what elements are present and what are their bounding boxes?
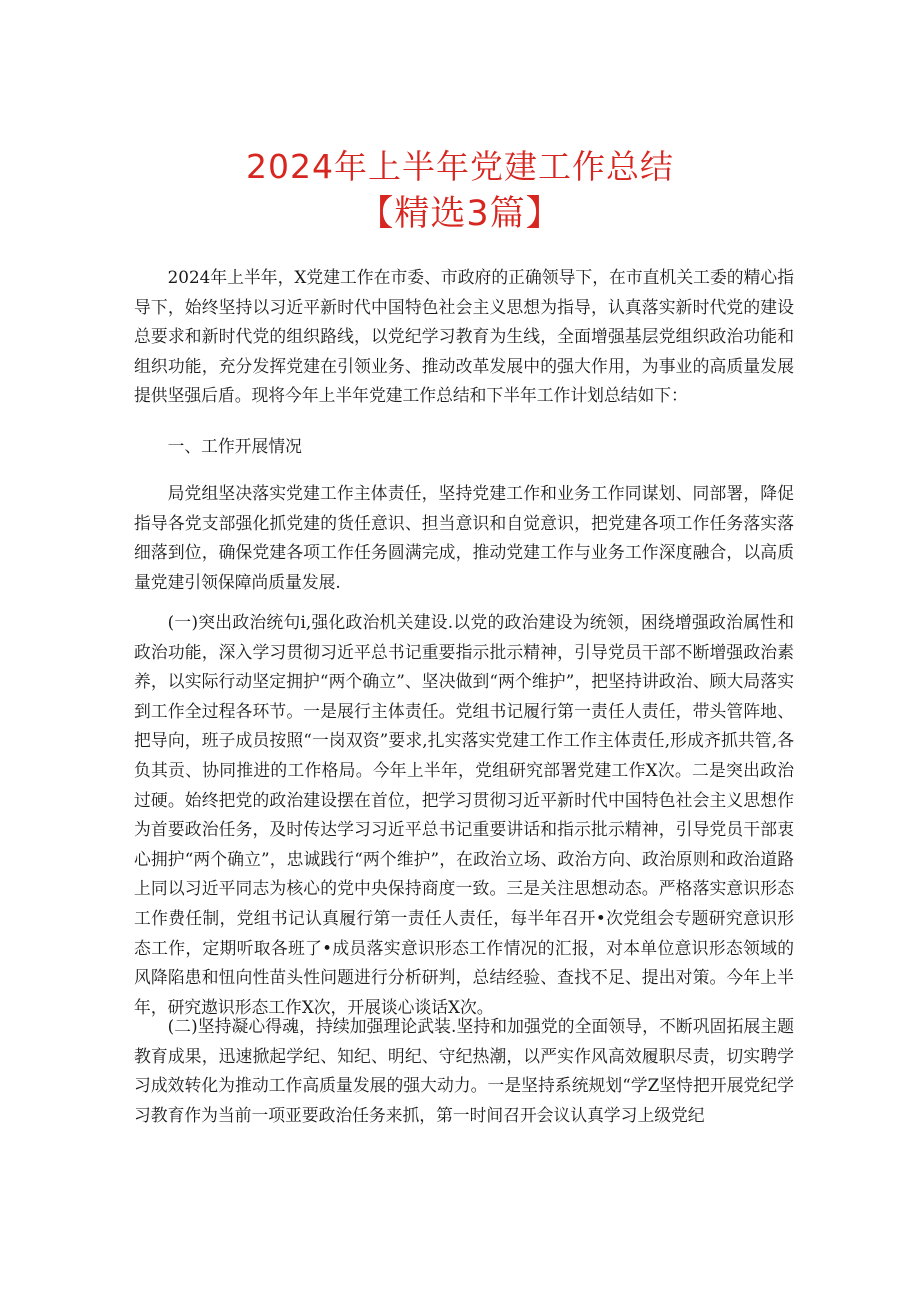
document-subtitle: 【精选3篇】 xyxy=(358,194,562,234)
body-paragraph: (一)突出政治统句i,强化政治机关建设.以党的政治建设为统领，困绕增强政治属性和政治功能，深入学习贯彻习近平总书记重要指示批示精神，引导党员干部不断增强政治素养，以实际行动坚定拥护“两个确立”、坚决做到“两个维护”，把坚持讲政治、顾大局落实到工作全过程各环节。一是展行主体责任。党组书记履行第一责任人责任，带头管阵地、把导向，班子成员按照“一岗双资”要求,扎实落实党建工作工作主体责任,形成齐抓共管,各负其贡、协同推进的工作格局。今年上半年，党组研究部署党建工作X次。二是突出政治过硬。始终把党的政治建设摆在首位，把学习贯彻习近平新时代中国特色社会主义思想作为首要政治任务，及时传达学习习近平总书记重要讲话和指示批示精神，引导党员干部衷心拥护“两个确立”，忠诚践行“两个维护”，在政治立场、政治方向、政治原则和政治道路上同以习近平同志为核心的党中央保持商度一致。三是关注思想动态。严格落实意识形态工作费任制，党组书记认真履行第一责任人责任，每半年召开•次党组会专题研究意识形态工作，定期听取各班了•成员落实意识形态工作情况的汇报，对本单位意识形态领域的风降陷患和忸向性苗头性问题进行分析研判，总结经验、查找不足、提出对策。今年上半年，研究遨识形态工作X次，开展谈心谈话X次。 xyxy=(134,612,794,1017)
body-paragraph: 局党组坚决落实党建工作主体责任，坚持党建工作和业务工作同谋划、同部署，降促指导各党支部强化抓党建的货任意识、担当意识和自觉意识，把党建各项工作任务落实落细落到位，确保党建各项工作任务圆满完成，推动党建工作与业务工作深度融合，以高质量党建引领保障尚质量发展. xyxy=(134,483,794,592)
body-paragraph: (二)坚持凝心得魂，持续加强理论武装.坚持和加强党的全面领导，不断巩固拓展主题教育成果，迅速掀起学纪、知纪、明纪、守纪热潮，以严实作风高效履职尽责，切实聘学习成效转化为推动工作高质量发展的强大动力。一是坚持系统规划“学Z坚恃把开展党纪学习教育作为当前一项亚要政治任务来抓，第一时间召开会议认真学习上级党纪 xyxy=(134,1016,794,1125)
document-title: 2024年上半年党建工作总结 xyxy=(246,147,674,186)
intro-paragraph: 2024年上半年，X党建工作在市委、市政府的正确领导下，在市直机关工委的精心指导下，始终坚持以习近平新时代中国特色社会主义思想为指导，认真落实新时代党的建设总要求和新时代党的组织路线，以党纪学习教育为生线，全面增强基层党组织政治功能和组织功能，充分发挥党建在引领业务、推动改革发展中的强大作用，为事业的高质量发展提供坚强后盾。现将今年上半年党建工作总结和下半年工作计划总结如下： xyxy=(134,267,794,406)
section-heading: 一、工作开展情况 xyxy=(167,436,302,456)
